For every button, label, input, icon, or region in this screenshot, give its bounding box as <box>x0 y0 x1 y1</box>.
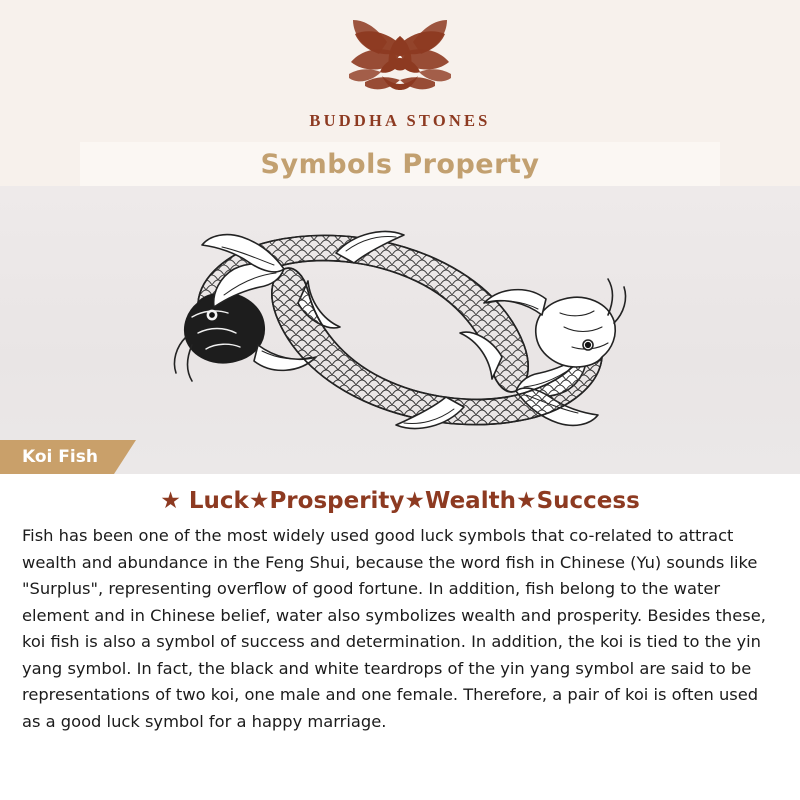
koi-fish-label: Koi Fish <box>0 440 114 474</box>
description-paragraph: Fish has been one of the most widely used good luck symbols that co-related to attract wealth and abundance in the Feng Shui, because the word fish in Chinese (Yu) sounds like "Surplus", representing overflow of good fortune. In addition, fish belong to the water element and in Chinese belief, water also symbolizes wealth and prosperity. Besides these, koi fish is also a symbol of success and determination. In addition, the koi is tied to the yin yang symbol. In fact, the black and white teardrops of the yin yang symbol are said to be representations of two koi, one male and one female. Therefore, a pair of koi is often used as a good luck symbol for a happy marriage. <box>22 526 766 731</box>
page-title: Symbols Property <box>260 148 540 180</box>
two-koi-fish-yin-yang-illustration <box>140 186 660 474</box>
koi-fish-label-ribbon <box>0 440 136 474</box>
brand-header <box>0 0 800 131</box>
content-section <box>0 474 800 800</box>
section-title-band <box>80 142 720 186</box>
brand-name: BUDDHA STONES <box>309 111 491 130</box>
ribbon-tail <box>114 440 136 474</box>
keywords-line: ★ Luck★Prosperity★Wealth★Success <box>160 488 640 514</box>
lotus-meditation-icon <box>0 14 800 107</box>
hero-illustration <box>0 186 800 474</box>
